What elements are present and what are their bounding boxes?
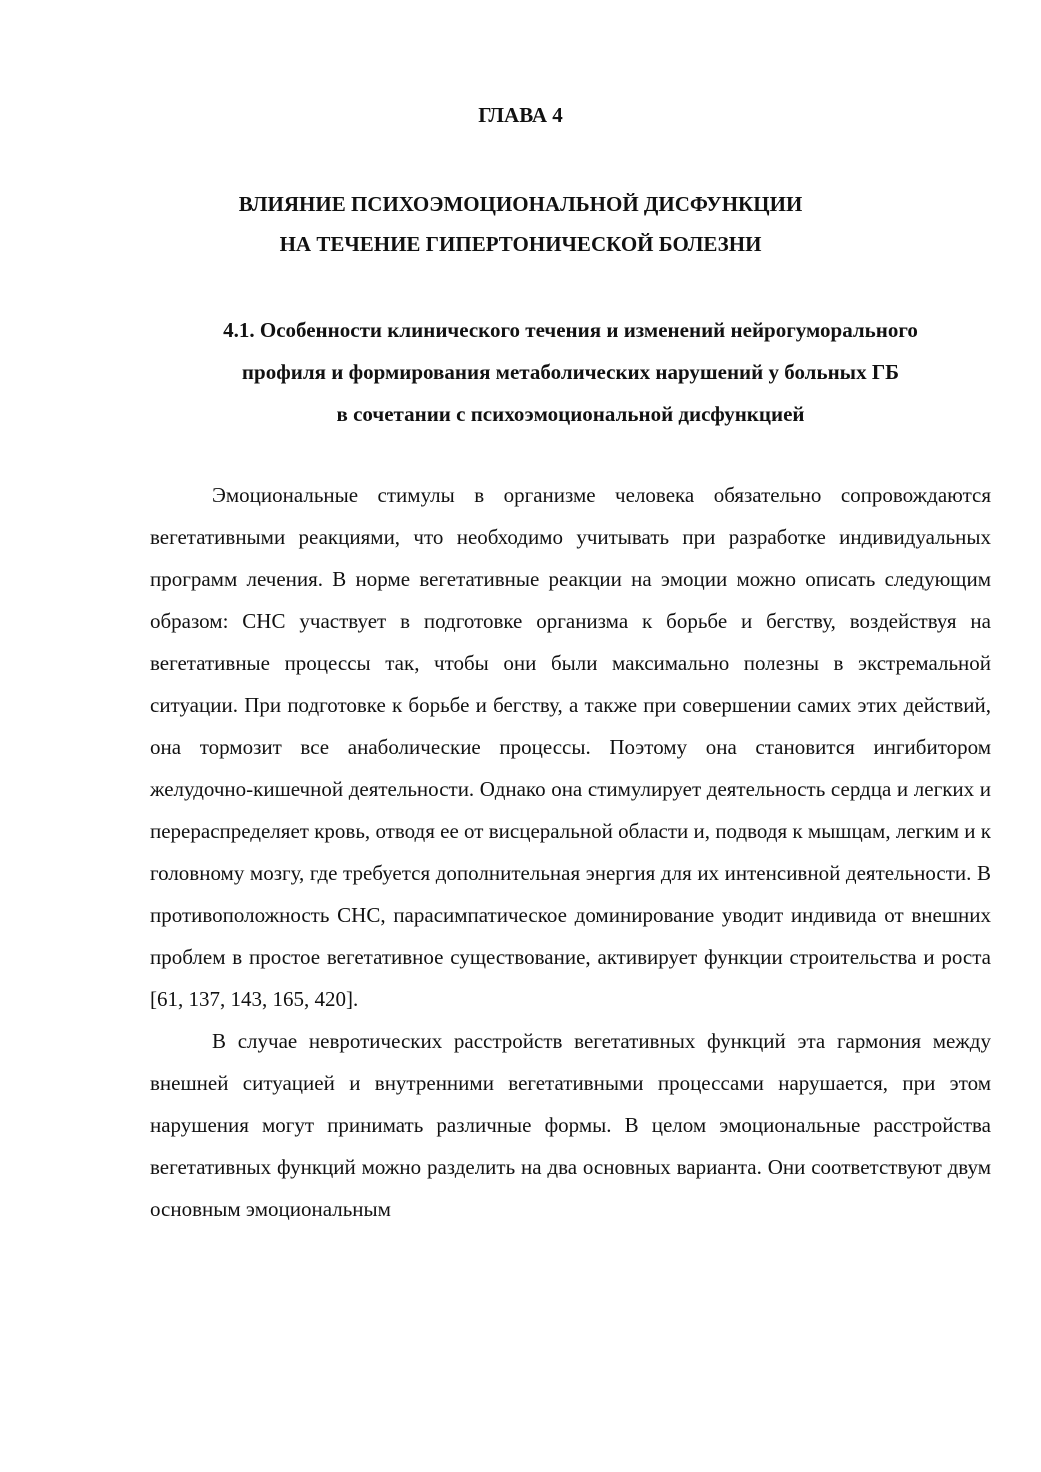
chapter-title-line: ВЛИЯНИЕ ПСИХОЭМОЦИОНАЛЬНОЙ ДИСФУНКЦИИ [238, 192, 803, 216]
section-title [100, 309, 1041, 435]
chapter-title-line: НА ТЕЧЕНИЕ ГИПЕРТОНИЧЕСКОЙ БОЛЕЗНИ [279, 232, 762, 256]
paragraph: Эмоциональные стимулы в организме человека обязательно сопровождаются вегетативными реакциями, что необходимо учитывать при разработке индивидуальных программ лечения. В норме вегетативные реакции на эмоции можно описать следующим образом: СНС участвует в подготовке организма к борьбе и бегству, воздействуя на вегетативные процессы так, чтобы они были максимально полезны в экстремальной ситуации. При подготовке к борьбе и бегству, а также при совершении самих этих действий, она тормозит все анаболические процессы. Поэтому она становится ингибитором желудочно-кишечной деятельности. Однако она стимулирует деятельность сердца и легких и перераспределяет кровь, отводя ее от висцеральной области и, подводя к мышцам, легким и к головному мозгу, где требуется дополнительная энергия для их интенсивной деятельности. В противоположность СНС, парасимпатическое доминирование уводит индивида от внешних проблем в простое вегетативное существование, активирует функции строительства и роста [61, 137, 143, 165, 420]. [150, 483, 991, 1011]
chapter-title [0, 184, 1041, 264]
paragraph: В случае невротических расстройств вегетативных функций эта гармония между внешней ситуацией и внутренними вегетативными процессами нарушается, при этом нарушения могут принимать различные формы. В целом эмоциональные расстройства вегетативных функций можно разделить на два основных варианта. Они соответствуют двум основным эмоциональным [150, 1029, 991, 1221]
section-title-line: в сочетании с психоэмоциональной дисфункцией [336, 402, 805, 426]
body-text [150, 474, 991, 1230]
section-title-line: профиля и формирования метаболических нарушений у больных ГБ [241, 360, 900, 384]
chapter-label: ГЛАВА 4 [478, 103, 563, 127]
section-title-line: 4.1. Особенности клинического течения и изменений нейрогуморального [223, 318, 918, 342]
